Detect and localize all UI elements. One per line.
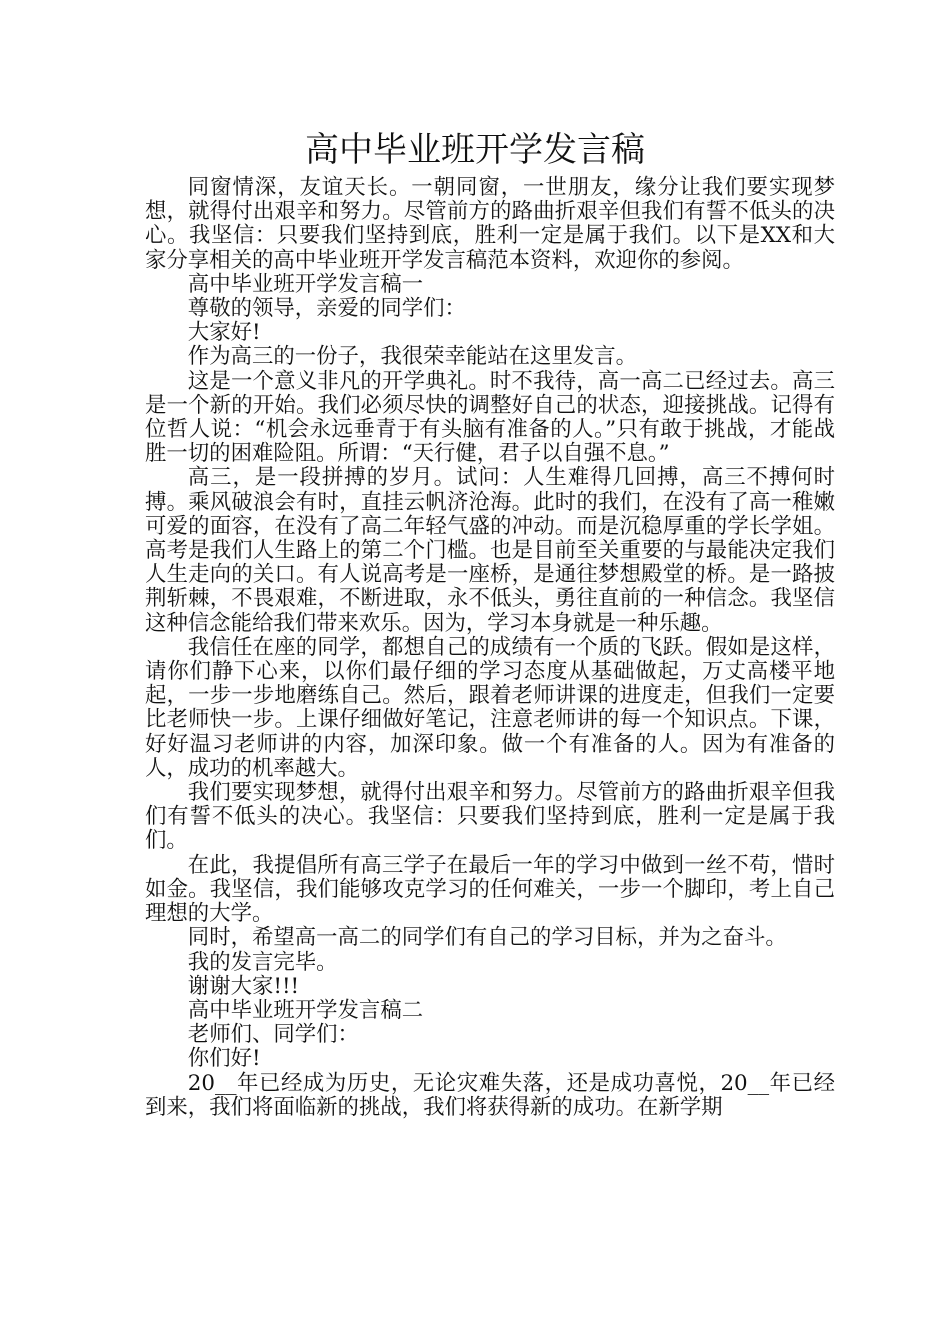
- body-paragraph: 高三，是一段拼搏的岁月。试问：人生难得几回搏，高三不搏何时搏。乘风破浪会有时，直挂云帆济沧海。此时的我们，在没有了高一稚嫩可爱的面容，在没有了高二年轻气盛的冲动。而是沉稳厚重的学长学姐。高考是我们人生路上的第二个门槛。也是目前至关重要的与最能决定我们人生走向的关口。有人说高考是一座桥，是通往梦想殿堂的桥。是一路披荆斩棘，不畏艰难，不断进取，永不低头，勇往直前的一种信念。我坚信这种信念能给我们带来欢乐。因为，学习本身就是一种乐趣。: [145, 465, 835, 636]
- body-paragraph: 这是一个意义非凡的开学典礼。时不我待，高一高二已经过去。高三是一个新的开始。我们必须尽快的调整好自己的状态，迎接挑战。记得有位哲人说：“机会永远垂青于有头脑有准备的人。”只有敢于挑战，才能战胜一切的困难险阻。所谓：“天行健，君子以自强不息。”: [145, 368, 835, 467]
- document-body: [145, 176, 835, 1120]
- salutation-paragraph: 尊敬的领导，亲爱的同学们：: [187, 296, 466, 322]
- body-paragraph: 我们要实现梦想，就得付出艰辛和努力。尽管前方的路曲折艰辛但我们有誓不低头的决心。我坚信：只要我们坚持到底，胜利一定是属于我们。: [145, 780, 835, 854]
- body-paragraph: 在此，我提倡所有高三学子在最后一年的学习中做到一丝不苟，惜时如金。我坚信，我们能够攻克学习的任何难关，一步一个脚印，考上自己理想的大学。: [145, 852, 835, 927]
- section-heading-one: 高中毕业班开学发言稿一: [187, 271, 424, 297]
- salutation-paragraph: 老师们、同学们：: [187, 1022, 359, 1048]
- body-paragraph: 我信任在座的同学，都想自己的成绩有一个质的飞跃。假如是这样，请你们静下心来，以你们最仔细的学习态度从基础做起，万丈高楼平地起，一步一步地磨练自己。然后，跟着老师讲课的进度走，但我们一定要比老师快一步。上课仔细做好笔记，注意老师讲的每一个知识点。下课，好好温习老师讲的内容，加深印象。做一个有准备的人。因为有准备的人，成功的机率越大。: [145, 634, 835, 781]
- body-paragraph: 20__年已经成为历史，无论灾难失落，还是成功喜悦，20__年已经到来，我们将面临新的挑战，我们将获得新的成功。在新学期: [145, 1070, 835, 1120]
- body-paragraph: 同时，希望高一高二的同学们有自己的学习目标，并为之奋斗。: [187, 925, 787, 951]
- greeting-paragraph: 你们好!: [187, 1046, 261, 1072]
- greeting-paragraph: 大家好!: [187, 320, 261, 346]
- thanks-paragraph: 谢谢大家!!!: [187, 973, 300, 999]
- body-paragraph: 作为高三的一份子，我很荣幸能站在这里发言。: [187, 344, 638, 370]
- closing-paragraph: 我的发言完毕。: [187, 949, 338, 975]
- intro-paragraph: 同窗情深，友谊天长。一朝同窗，一世朋友，缘分让我们要实现梦想，就得付出艰辛和努力。尽管前方的路曲折艰辛但我们有誓不低头的决心。我坚信：只要我们坚持到底，胜利一定是属于我们。以下是XX和大家分享相关的高中毕业班开学发言稿范本资料，欢迎你的参阅。: [145, 175, 835, 273]
- document-title: 高中毕业班开学发言稿: [305, 130, 645, 170]
- section-heading-two: 高中毕业班开学发言稿二: [187, 997, 424, 1023]
